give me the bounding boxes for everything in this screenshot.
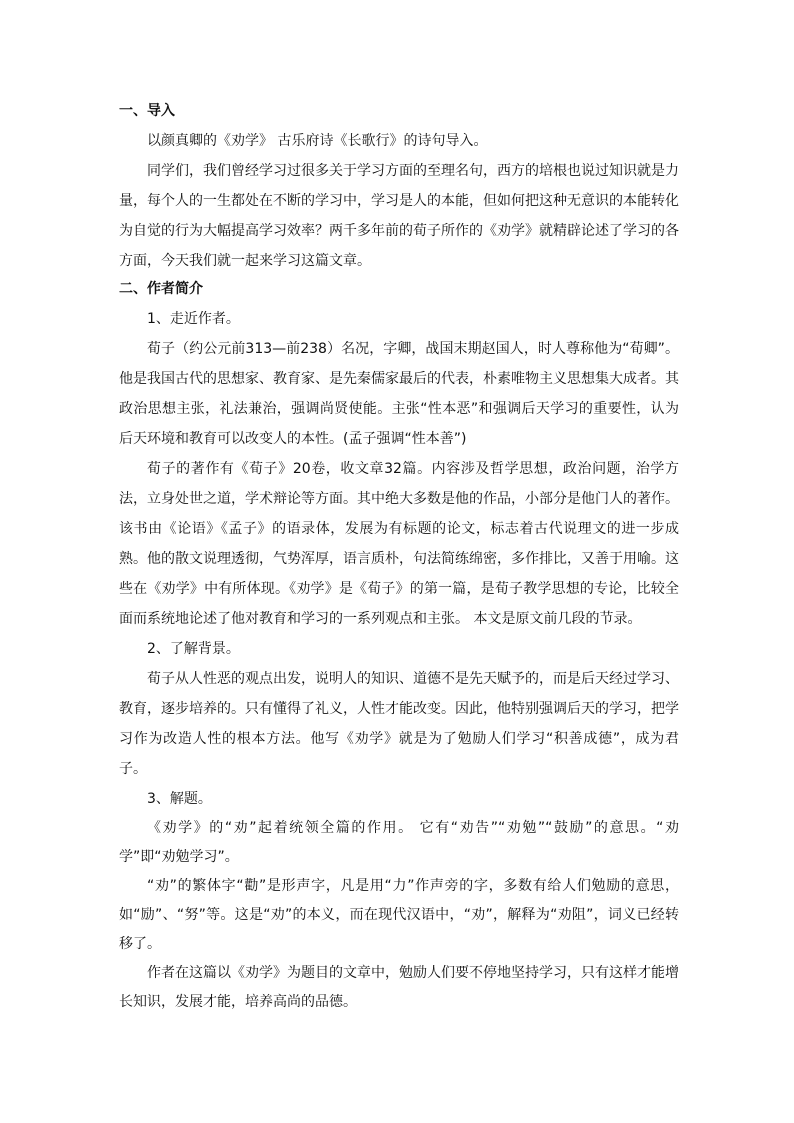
paragraph: 荀子的著作有《荀子》20卷，收文章32篇。内容涉及哲学思想，政治问题，治学方法，立身处世之道，学术辩论等方面。其中绝大多数是他的作品，小部分是他门人的著作。该书由《论语》《孟子》的语录体，发展为有标题的论文，标志着古代说理文的进一步成熟。他的散文说理透彻，气势浑厚，语言质朴，句法简练绵密，多作排比，又善于用喻。这些在《劝学》中有所体现。《劝学》是《荀子》的第一篇，是荀子教学思想的专论，比较全面而系统地论述了他对教育和学习的一系列观点和主张。 本文是原文前几段的节录。 (119, 461, 679, 627)
paragraph: 荀子从人性恶的观点出发，说明人的知识、道德不是先天赋予的，而是后天经过学习、教育，逐步培养的。只有懂得了礼义，人性才能改变。因此，他特别强调后天的学习，把学习作为改造人性的根本方法。他写《劝学》就是为了勉励人们学习“积善成德”，成为君子。 (119, 671, 679, 777)
section-heading-introduction: 一、导入 (119, 103, 175, 119)
paragraph: 《劝学》的“劝”起着统领全篇的作用。 它有“劝告”“劝勉”“鼓励”的意思。“劝学”即“劝勉学习”。 (119, 820, 679, 865)
subsection-label: 2、了解背景。 (147, 641, 240, 657)
document-body (119, 100, 679, 1017)
subsection-label: 3、解题。 (147, 791, 212, 807)
paragraph: 同学们，我们曾经学习过很多关于学习方面的至理名句，西方的培根也说过知识就是力量，每个人的一生都处在不断的学习中，学习是人的本能，但如何把这种无意识的本能转化为自觉的行为大幅提高学习效率？两千多年前的荀子所作的《劝学》就精辟论述了学习的各方面，今天我们就一起来学习这篇文章。 (119, 163, 679, 269)
paragraph: 荀子（约公元前313—前238）名况，字卿，战国末期赵国人，时人尊称他为“荀卿”。他是我国古代的思想家、教育家、是先秦儒家最后的代表，朴素唯物主义思想集大成者。其政治思想主张，礼法兼治，强调尚贤使能。主张“性本恶”和强调后天学习的重要性，认为后天环境和教育可以改变人的本性。(孟子强调“性本善”) (119, 341, 679, 447)
section-heading-author: 二、作者简介 (119, 281, 203, 297)
paragraph: 以颜真卿的《劝学》 古乐府诗《长歌行》的诗句导入。 (147, 133, 488, 149)
paragraph: “劝”的繁体字“勸”是形声字，凡是用“力”作声旁的字，多数有给人们勉励的意思，如“励”、“努”等。这是“劝”的本义，而在现代汉语中，“劝”，解释为“劝阻”，词义已经转移了。 (119, 878, 679, 952)
subsection-label: 1、走近作者。 (147, 311, 240, 327)
paragraph: 作者在这篇以《劝学》为题目的文章中，勉励人们要不停地坚持学习，只有这样才能增长知识，发展才能，培养高尚的品德。 (119, 965, 679, 1010)
